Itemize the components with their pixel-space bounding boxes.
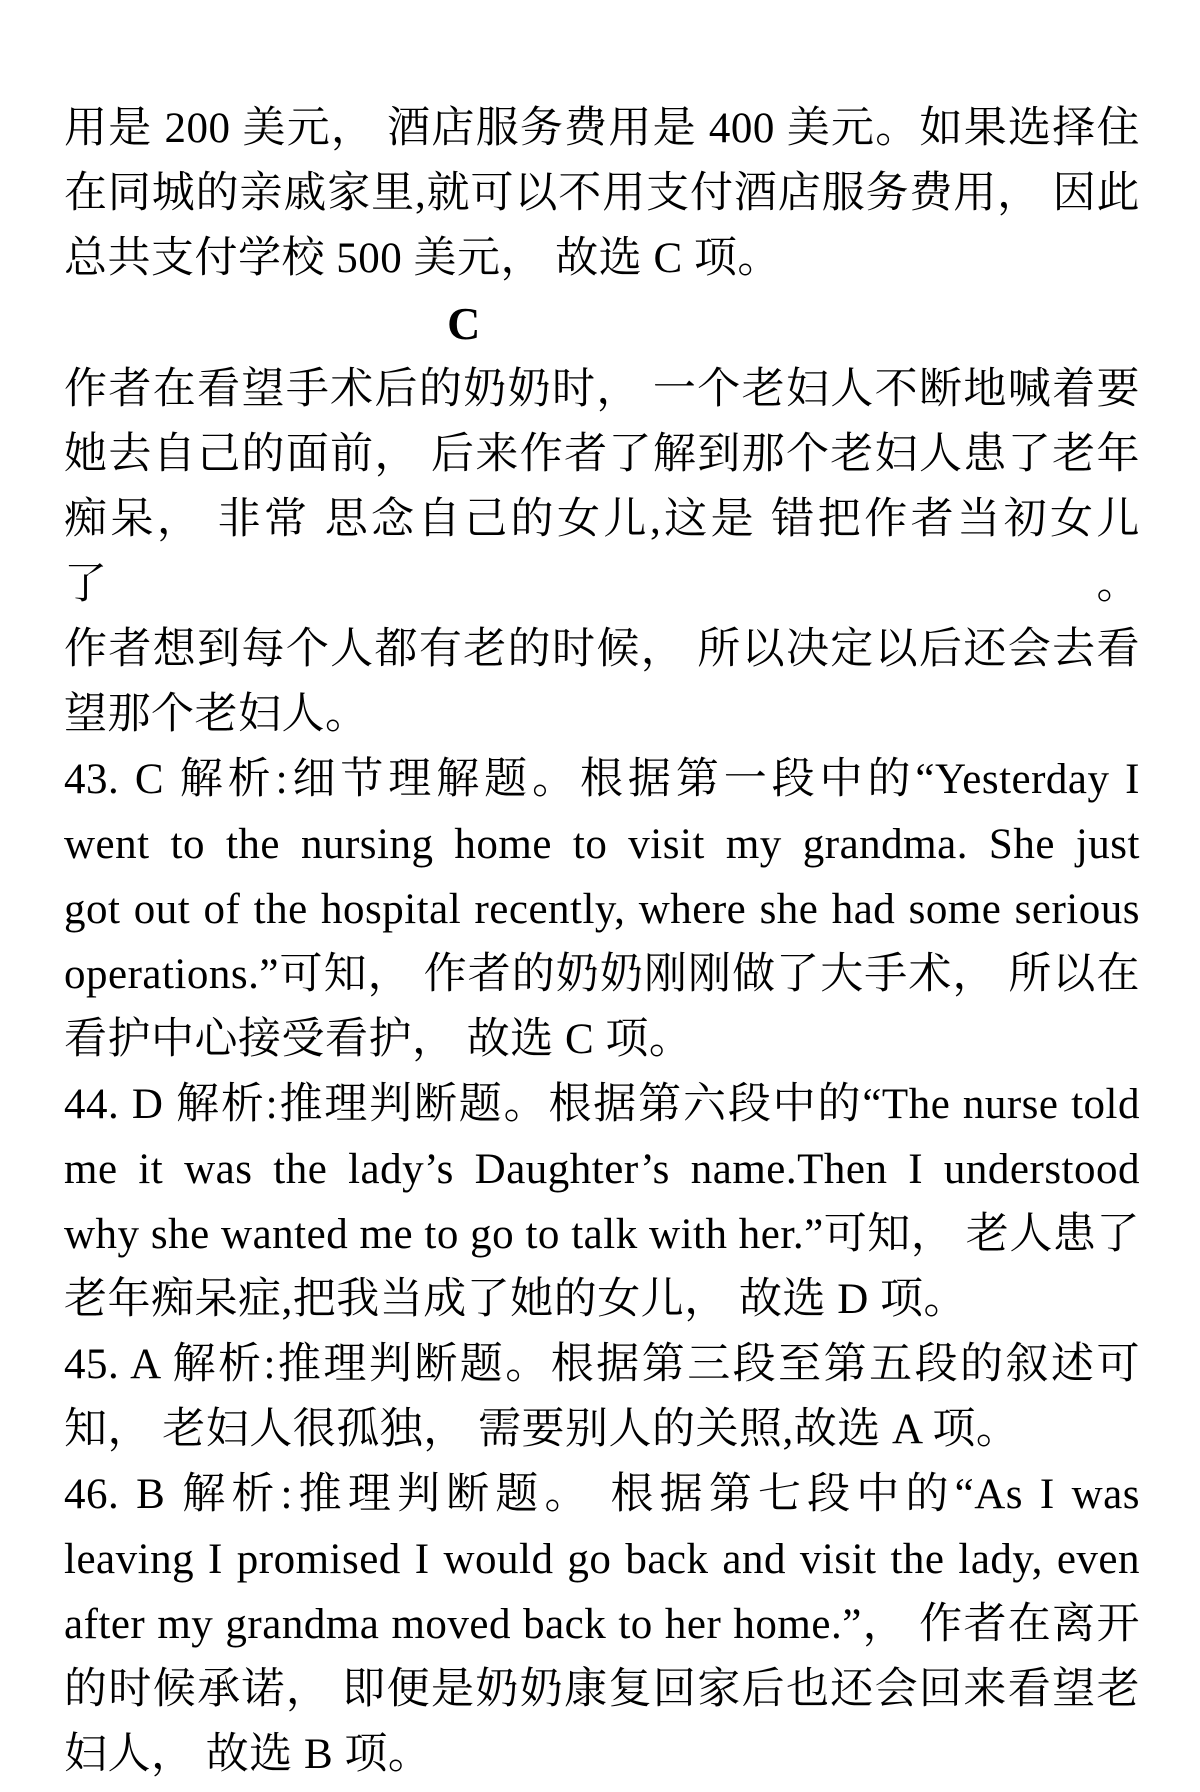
text-line: me it was the lady’s Daughter’s name.Then I understood [64,1146,1140,1193]
text-line: 44. D 解析:推理判断题。根据第六段中的“The nurse told [64,1081,1140,1128]
text-line: 老年痴呆症,把我当成了她的女儿， 故选 D 项。 [64,1276,968,1323]
text-line: operations.”可知， 作者的奶奶刚刚做了大手术， 所以在 [64,951,1140,998]
text-line: 作者想到每个人都有老的时候， 所以决定以后还会去看 [64,626,1140,673]
text-line: why she wanted me to go to talk with her.”可知， 老人患了 [64,1211,1140,1258]
heading-text: C [447,298,481,349]
paragraph [64,747,1140,1072]
paragraph [64,357,1140,747]
text-line: 45. A 解析:推理判断题。根据第三段至第五段的叙述可 [64,1341,1140,1388]
text-line: 作者在看望手术后的奶奶时， 一个老妇人不断地喊着要 [64,366,1140,413]
text-line: got out of the hospital recently, where she had some serious [64,886,1140,933]
text-line: leaving I promised I would go back and visit the lady, even [64,1536,1140,1583]
text-line: 知， 老妇人很孤独， 需要别人的关照,故选 A 项。 [64,1406,1020,1453]
paragraph [64,1072,1140,1332]
document-body [64,96,1140,1787]
text-line: 用是 200 美元， 酒店服务费用是 400 美元。如果选择住 [64,105,1140,152]
text-line: 她去自己的面前， 后来作者了解到那个老妇人患了老年 [64,431,1140,478]
paragraph [64,1462,1140,1787]
text-line: after my grandma moved back to her home.”， 作者在离开 [64,1601,1140,1648]
text-line: 43. C 解析:细节理解题。根据第一段中的“Yesterday I [64,756,1140,803]
text-line: 的时候承诺， 即便是奶奶康复回家后也还会回来看望老 [64,1666,1140,1713]
text-line: went to the nursing home to visit my grandma. She just [64,821,1140,868]
text-line: 在同城的亲戚家里,就可以不用支付酒店服务费用， 因此 [64,170,1140,217]
text-line: 痴呆， 非常 思念自己的女儿,这是 错把作者当初女儿了。 [64,496,1140,608]
section-heading [64,291,1140,357]
text-line: 望那个老妇人。 [64,691,369,738]
paragraph [64,96,1140,291]
text-line: 妇人， 故选 B 项。 [64,1731,432,1778]
text-line: 总共支付学校 500 美元， 故选 C 项。 [64,235,781,282]
text-line: 46. B 解析:推理判断题。 根据第七段中的“As I was [64,1471,1140,1518]
text-line: 看护中心接受看护， 故选 C 项。 [64,1016,693,1063]
paragraph [64,1332,1140,1462]
